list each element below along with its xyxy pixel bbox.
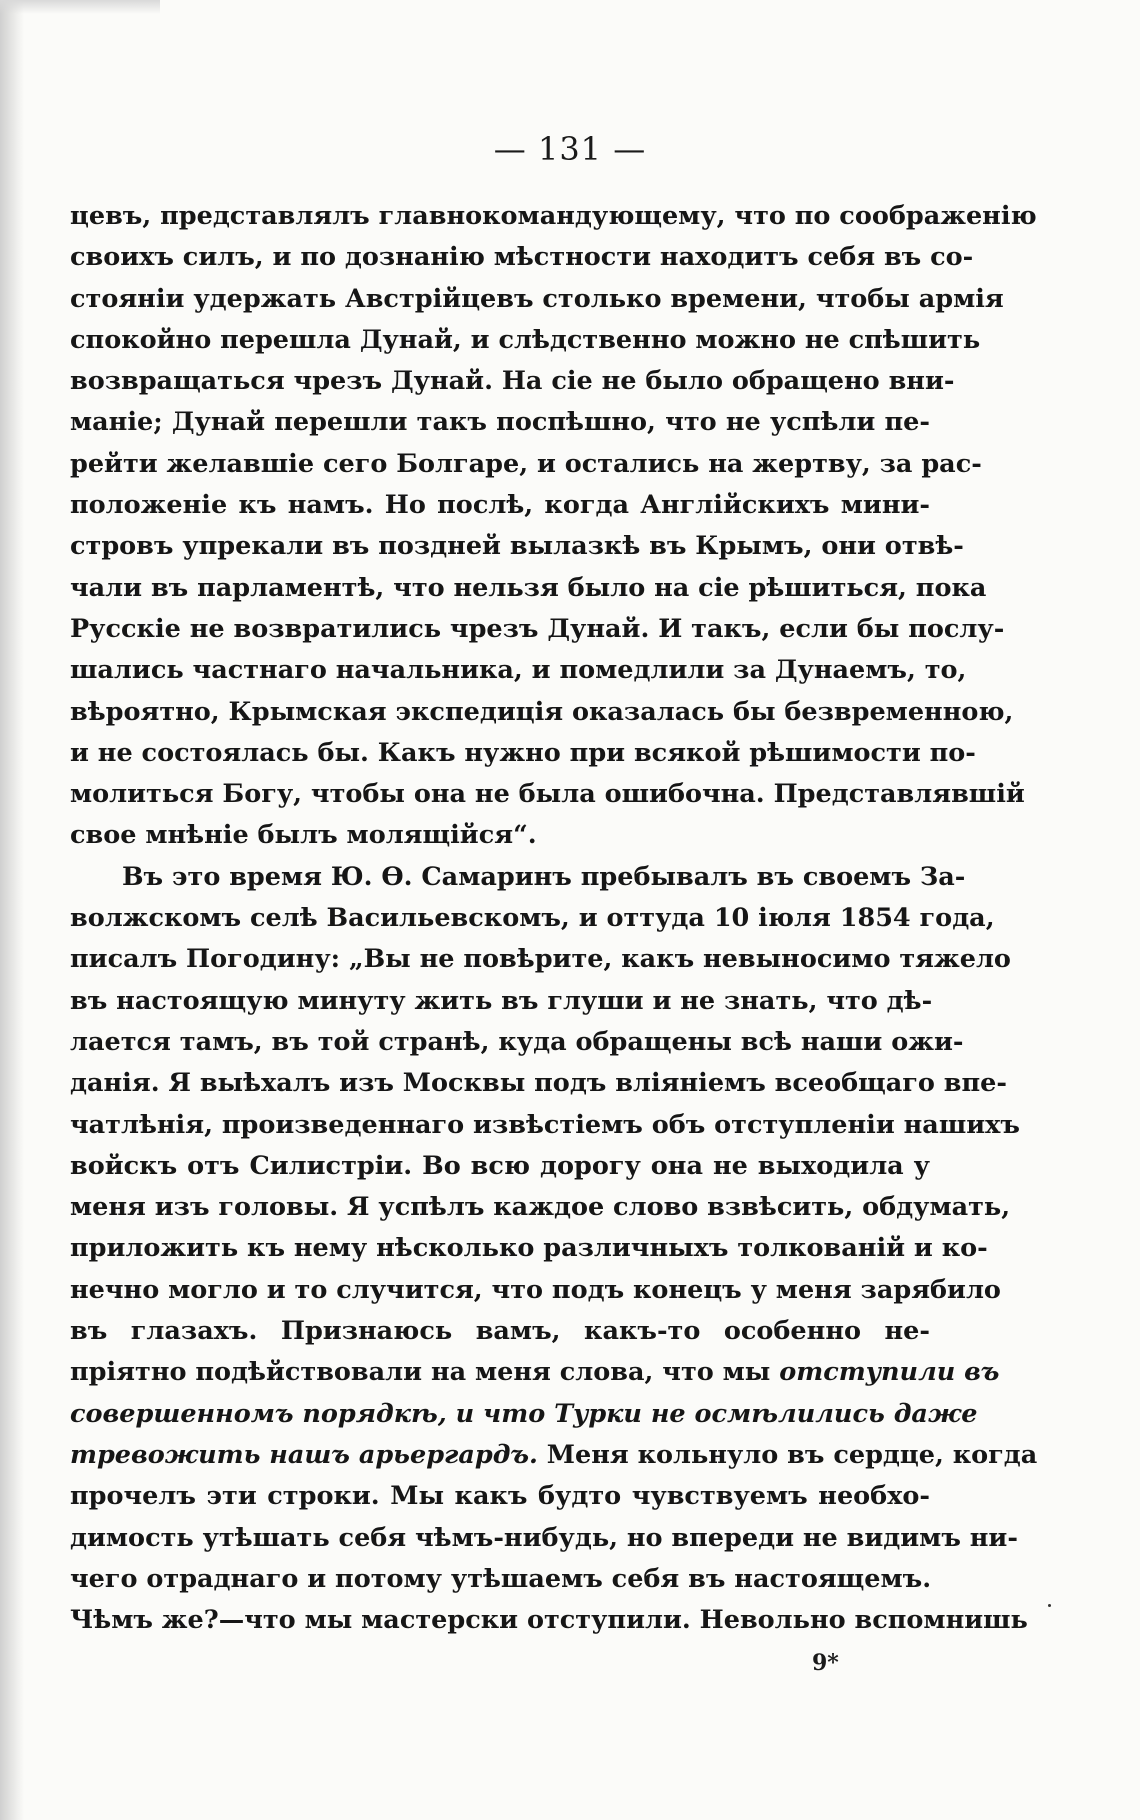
body-text	[70, 196, 1038, 1641]
text-line: приложить къ нему нѣсколько различныхъ толкованій и ко-	[70, 1233, 988, 1264]
printer-signature: 9*	[812, 1650, 839, 1676]
text-line: въ глазахъ. Признаюсь вамъ, какъ-то особенно не-	[70, 1316, 930, 1347]
text-line: шались частнаго начальника, и помедлили за Дунаемъ, то,	[70, 655, 967, 686]
paper-speck	[1048, 1604, 1051, 1607]
text-line: Русскіе не возвратились чрезъ Дунай. И такъ, если бы послу-	[70, 613, 1005, 644]
text-line: вѣроятно, Крымская экспедиція оказалась бы безвременною,	[70, 696, 1014, 727]
text-line: спокойно перешла Дунай, и слѣдственно можно не спѣшить	[70, 324, 981, 355]
text-fragment: Меня кольнуло въ сердце, когда	[537, 1439, 1038, 1470]
text-line: стровъ упрекали въ поздней вылазкѣ въ Крымъ, они отвѣ-	[70, 531, 964, 562]
text-line: рейти желавшіе сего Болгаре, и остались на жертву, за рас-	[70, 448, 982, 479]
page-number: — 131 —	[493, 130, 647, 168]
text-line: писалъ Погодину: „Вы не повѣрите, какъ невыносимо тяжело	[70, 944, 1011, 975]
text-line: волжскомъ селѣ Васильевскомъ, и оттуда 10 іюля 1854 года,	[70, 903, 995, 934]
text-line: Въ это время Ю. Ѳ. Самаринъ пребывалъ въ своемъ За-	[122, 861, 966, 892]
italic-fragment: отступили въ	[779, 1357, 1000, 1388]
text-line: въ настоящую минуту жить въ глуши и не знать, что дѣ-	[70, 985, 933, 1016]
text-fragment: пріятно подѣйствовали на меня слова, что мы	[70, 1357, 771, 1388]
text-line: чего отраднаго и потому утѣшаемъ себя въ настоящемъ.	[70, 1563, 932, 1594]
italic-fragment: совершенномъ порядкѣ, и что Турки не осмѣлились даже	[70, 1398, 978, 1429]
text-line: молиться Богу, чтобы она не была ошибочна. Представлявшій	[70, 779, 1025, 810]
text-line: свое мнѣніе былъ молящійся“.	[70, 820, 537, 851]
text-line: цевъ, представлялъ главнокомандующему, что по соображенію	[70, 201, 1037, 231]
text-line: нечно могло и то случится, что подъ конецъ у меня зарябило	[70, 1274, 1001, 1305]
text-line: войскъ отъ Силистріи. Во всю дорогу она не выходила у	[70, 1150, 930, 1181]
text-line: стояніи удержать Австрійцевъ столько времени, чтобы армія	[70, 283, 1004, 314]
italic-fragment: тревожить нашъ арьергардъ.	[70, 1439, 538, 1470]
text-line: данія. Я выѣхалъ изъ Москвы подъ вліяніемъ всеобщаго впе-	[70, 1068, 1007, 1099]
text-line: маніе; Дунай перешли такъ поспѣшно, что не успѣли пе-	[70, 407, 930, 438]
text-line: лается тамъ, въ той странѣ, куда обращены всѣ наши ожи-	[70, 1026, 964, 1057]
text-line: Чѣмъ же?—что мы мастерски отступили. Невольно вспомнишь	[70, 1605, 1028, 1636]
corner-shadow	[0, 0, 160, 14]
text-line	[70, 1435, 1038, 1476]
text-line: димость утѣшать себя чѣмъ-нибудь, но впереди не видимъ ни-	[70, 1522, 1018, 1553]
text-line: меня изъ головы. Я успѣлъ каждое слово взвѣсить, обдумать,	[70, 1192, 1011, 1223]
binding-shadow	[0, 0, 24, 1820]
text-line: прочелъ эти строки. Мы какъ будто чувствуемъ необхо-	[70, 1481, 930, 1512]
text-line: своихъ силъ, и по дознанію мѣстности находитъ себя въ со-	[70, 242, 974, 273]
text-line	[70, 1352, 1000, 1393]
text-line: и не состоялась бы. Какъ нужно при всякой рѣшимости по-	[70, 737, 976, 768]
text-line: чатлѣнія, произведеннаго извѣстіемъ объ отступленіи нашихъ	[70, 1109, 1020, 1140]
text-line	[70, 1394, 978, 1435]
text-line: возвращаться чрезъ Дунай. На сіе не было обращено вни-	[70, 366, 955, 397]
text-line: чали въ парламентѣ, что нельзя было на сіе рѣшиться, пока	[70, 572, 987, 603]
text-line: положеніе къ намъ. Но послѣ, когда Англійскихъ мини-	[70, 490, 930, 521]
